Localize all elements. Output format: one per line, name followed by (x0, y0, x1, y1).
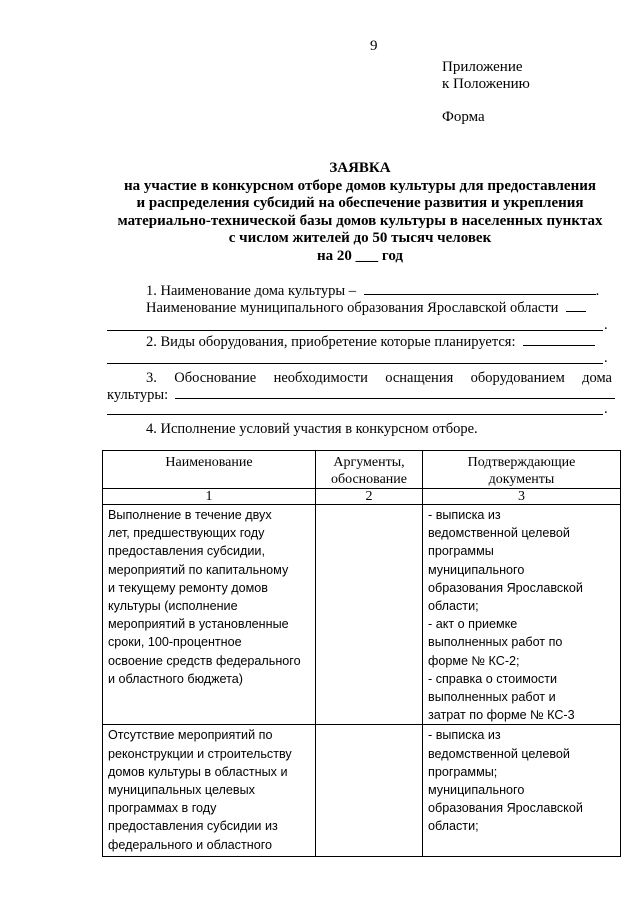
header-name: Наименование (103, 451, 316, 489)
column-number-2: 2 (316, 489, 423, 505)
period-mark: . (604, 317, 608, 333)
justification-field-start[interactable] (175, 397, 615, 399)
form-label: Форма (442, 109, 485, 125)
document-title (100, 160, 620, 265)
appendix-line-1: Приложение (442, 59, 523, 75)
item-1-row: 1. Наименование дома культуры – . (146, 283, 600, 299)
condition-name: Отсутствие мероприятий по реконструкции и строительству домов культуры в областных и муниципальных целевых программах в году предоставления субсидии из федерального и областного (103, 725, 316, 857)
municipality-name-field[interactable] (107, 330, 603, 331)
title-line-1: на участие в конкурсном отборе домов культуры для предоставления (124, 177, 596, 194)
table-row (103, 505, 621, 725)
item-1-label: 1. Наименование дома культуры – (146, 283, 356, 299)
title-line-2: и распределения субсидий на обеспечение развития и укрепления (136, 195, 584, 211)
item-2-row (146, 333, 595, 352)
equipment-types-field-start[interactable] (523, 344, 595, 346)
column-number-1: 1 (103, 489, 316, 505)
item-1-muni-row (146, 299, 586, 318)
header-documents: Подтверждающие документы (423, 451, 621, 489)
equipment-types-field[interactable] (107, 363, 603, 364)
header-arguments: Аргументы, обоснование (316, 451, 423, 489)
table-row (103, 725, 621, 857)
period-mark: . (604, 350, 608, 366)
column-number-row (103, 489, 621, 505)
page-number: 9 (370, 38, 378, 54)
culture-house-name-field[interactable] (364, 293, 596, 295)
condition-arguments[interactable] (316, 725, 423, 857)
title-heading: ЗАЯВКА (329, 160, 391, 176)
item-4-label: 4. Исполнение условий участия в конкурсном отборе. (146, 421, 478, 437)
item-2-label: 2. Виды оборудования, приобретение которые планируется: (146, 334, 516, 350)
period-mark: . (604, 401, 608, 417)
title-line-4: с числом жителей до 50 тысяч человек (228, 230, 492, 246)
column-number-3: 3 (423, 489, 621, 505)
justification-field[interactable] (107, 414, 603, 415)
title-line-3: материально-технической базы домов культуры в населенных пунктах (117, 212, 603, 229)
item-3-label-line-1: 3. Обоснование необходимости оснащения оборудованием дома (146, 370, 612, 386)
appendix-line-2: к Положению (442, 76, 530, 92)
municipality-name-field-start[interactable] (566, 310, 586, 312)
municipality-label: Наименование муниципального образования Ярославской области (146, 300, 559, 316)
condition-name: Выполнение в течение двух лет, предшествующих году предоставления субсидии, мероприятий по капитальному и текущему ремонту домов культуры (исполнение мероприятий в установленные сроки, 100-процентное освоение средств федерального и областного бюджета) (103, 505, 316, 725)
item-3-row-2 (107, 386, 615, 405)
title-line-5: на 20 ___ год (317, 247, 403, 264)
condition-arguments[interactable] (316, 505, 423, 725)
table-header-row (103, 451, 621, 489)
item-3-label-line-2: культуры: (107, 387, 169, 403)
condition-documents: - выписка из ведомственной целевой программы муниципального образования Ярославской области; - акт о приемке выполненных работ по форме № КС-2; - справка о стоимости выполненных работ и затрат по форме № КС-3 (423, 505, 621, 725)
conditions-table (102, 450, 621, 857)
condition-documents: - выписка из ведомственной целевой программы; муниципального образования Ярославской области; (423, 725, 621, 857)
